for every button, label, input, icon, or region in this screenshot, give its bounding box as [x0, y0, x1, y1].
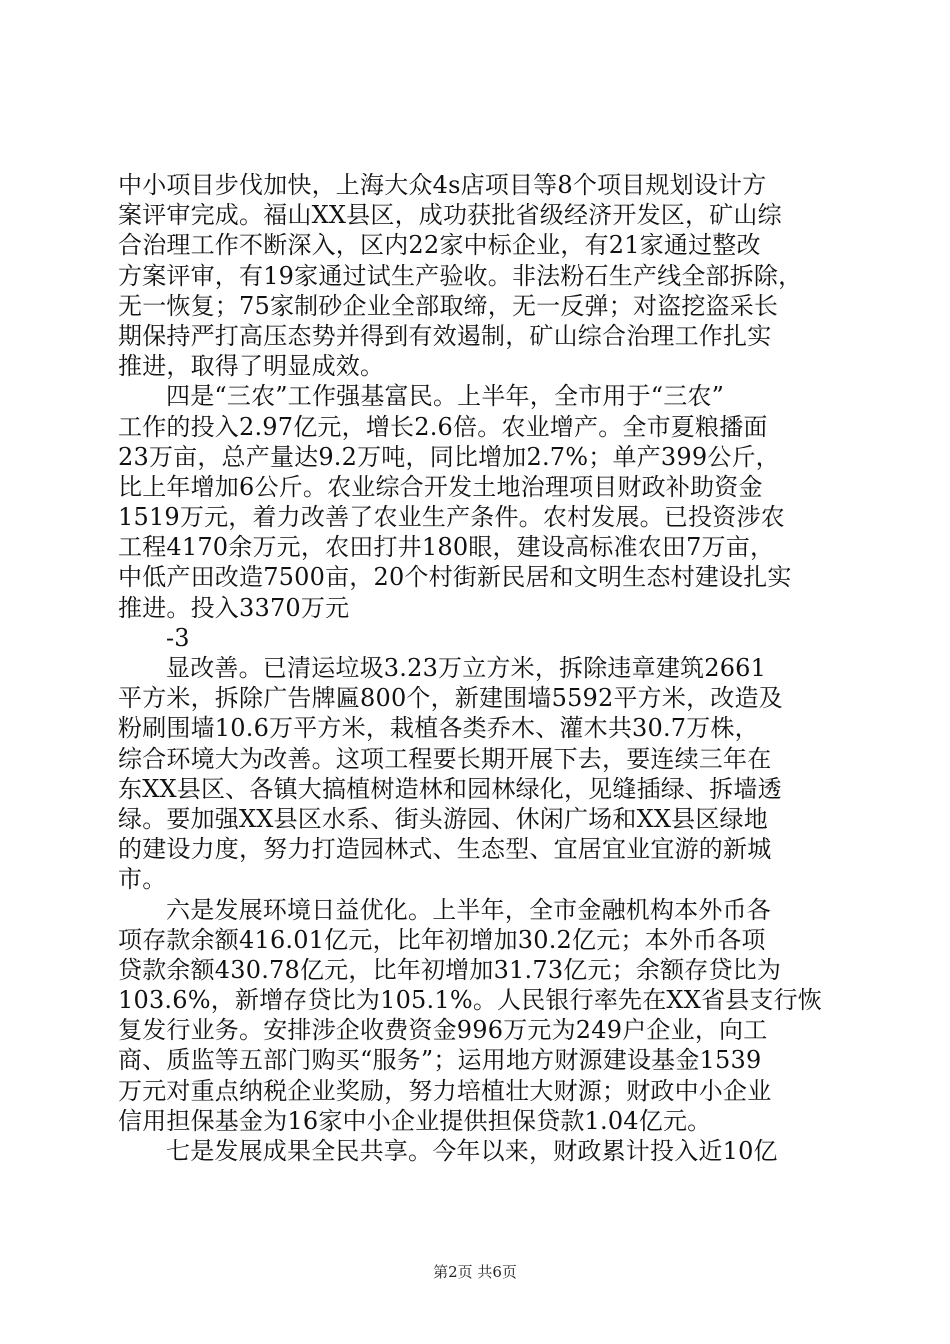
text-line: 复发行业务。安排涉企收费资金996万元为249户企业，向工	[118, 1016, 768, 1045]
text-line: 工程4170余万元，农田打井180眼，建设高标准农田7万亩，	[118, 533, 775, 562]
text-line: 平方米，拆除广告牌匾800个，新建围墙5592平方米，改造及	[118, 684, 783, 713]
inline-page-marker: -3	[166, 623, 190, 652]
text-line: 23万亩，总产量达9.2万吨，同比增加2.7%；单产399公斤，	[118, 442, 780, 471]
paragraph-start-line: 七是发展成果全民共享。今年以来，财政累计投入近10亿	[166, 1137, 778, 1165]
text-line: 1519万元，着力改善了农业生产条件。农村发展。已投资涉农	[118, 503, 785, 532]
text-line: 无一恢复；75家制砂企业全部取缔，无一反弹；对盗挖盗采长	[118, 291, 779, 320]
text-line: 的建设力度，努力打造园林式、生态型、宜居宜业宜游的新城	[118, 835, 772, 864]
text-line: 工作的投入2.97亿元，增长2.6倍。农业增产。全市夏粮播面	[118, 412, 768, 441]
text-line: 万元对重点纳税企业奖励，努力培植壮大财源；财政中小企业	[118, 1076, 772, 1105]
paragraph-start-line: 显改善。已清运垃圾3.23万立方米，拆除违章建筑2661	[166, 654, 767, 682]
text-line: 比上年增加6公斤。农业综合开发土地治理项目财政补助资金	[118, 472, 763, 501]
text-line: 案评审完成。福山XX县区，成功获批省级经济开发区，矿山综	[118, 201, 782, 230]
text-line: 推进，取得了明显成效。	[118, 352, 385, 381]
text-line: 贷款余额430.78亿元，比年初增加31.73亿元；余额存贷比为	[118, 955, 782, 984]
text-line: 绿。要加强XX县区水系、街头游园、休闲广场和XX县区绿地	[118, 804, 768, 833]
text-line: 项存款余额416.01亿元，比年初增加30.2亿元；本外币各项	[118, 925, 766, 954]
text-line: 期保持严打高压态势并得到有效遏制，矿山综合治理工作扎实	[118, 321, 772, 350]
body-text	[118, 170, 838, 1166]
text-line: 方案评审，有19家通过试生产验收。非法粉石生产线全部拆除，	[118, 261, 803, 290]
text-line: 综合环境大为改善。这项工程要长期开展下去，要连续三年在	[118, 744, 772, 773]
page-footer: 第2页 共6页	[433, 1263, 517, 1281]
text-line: 商、质监等五部门购买“服务”；运用地方财源建设基金1539	[118, 1046, 762, 1075]
text-line: 中低产田改造7500亩，20个村街新民居和文明生态村建设扎实	[118, 563, 792, 592]
text-line: 粉刷围墙10.6万平方米，栽植各类乔木、灌木共30.7万株，	[118, 714, 759, 743]
paragraph-start-line: 六是发展环境日益优化。上半年，全市金融机构本外币各	[166, 895, 771, 924]
text-line: 东XX县区、各镇大搞植树造林和园林绿化，见缝插绿、拆墙透	[118, 774, 782, 803]
text-line: 信用担保基金为16家中小企业提供担保贷款1.04亿元。	[118, 1106, 712, 1135]
paragraph-start-line: 四是“三农”工作强基富民。上半年，全市用于“三农”	[166, 382, 725, 411]
text-line: 中小项目步伐加快，上海大众4s店项目等8个项目规划设计方	[118, 171, 767, 199]
text-line: 合治理工作不断深入，区内22家中标企业，有21家通过整改	[118, 231, 761, 260]
text-line: 市。	[118, 865, 167, 894]
text-line: 103.6%，新增存贷比为105.1%。人民银行率先在XX省县支行恢	[118, 986, 822, 1015]
text-line: 推进。投入3370万元	[118, 593, 350, 622]
